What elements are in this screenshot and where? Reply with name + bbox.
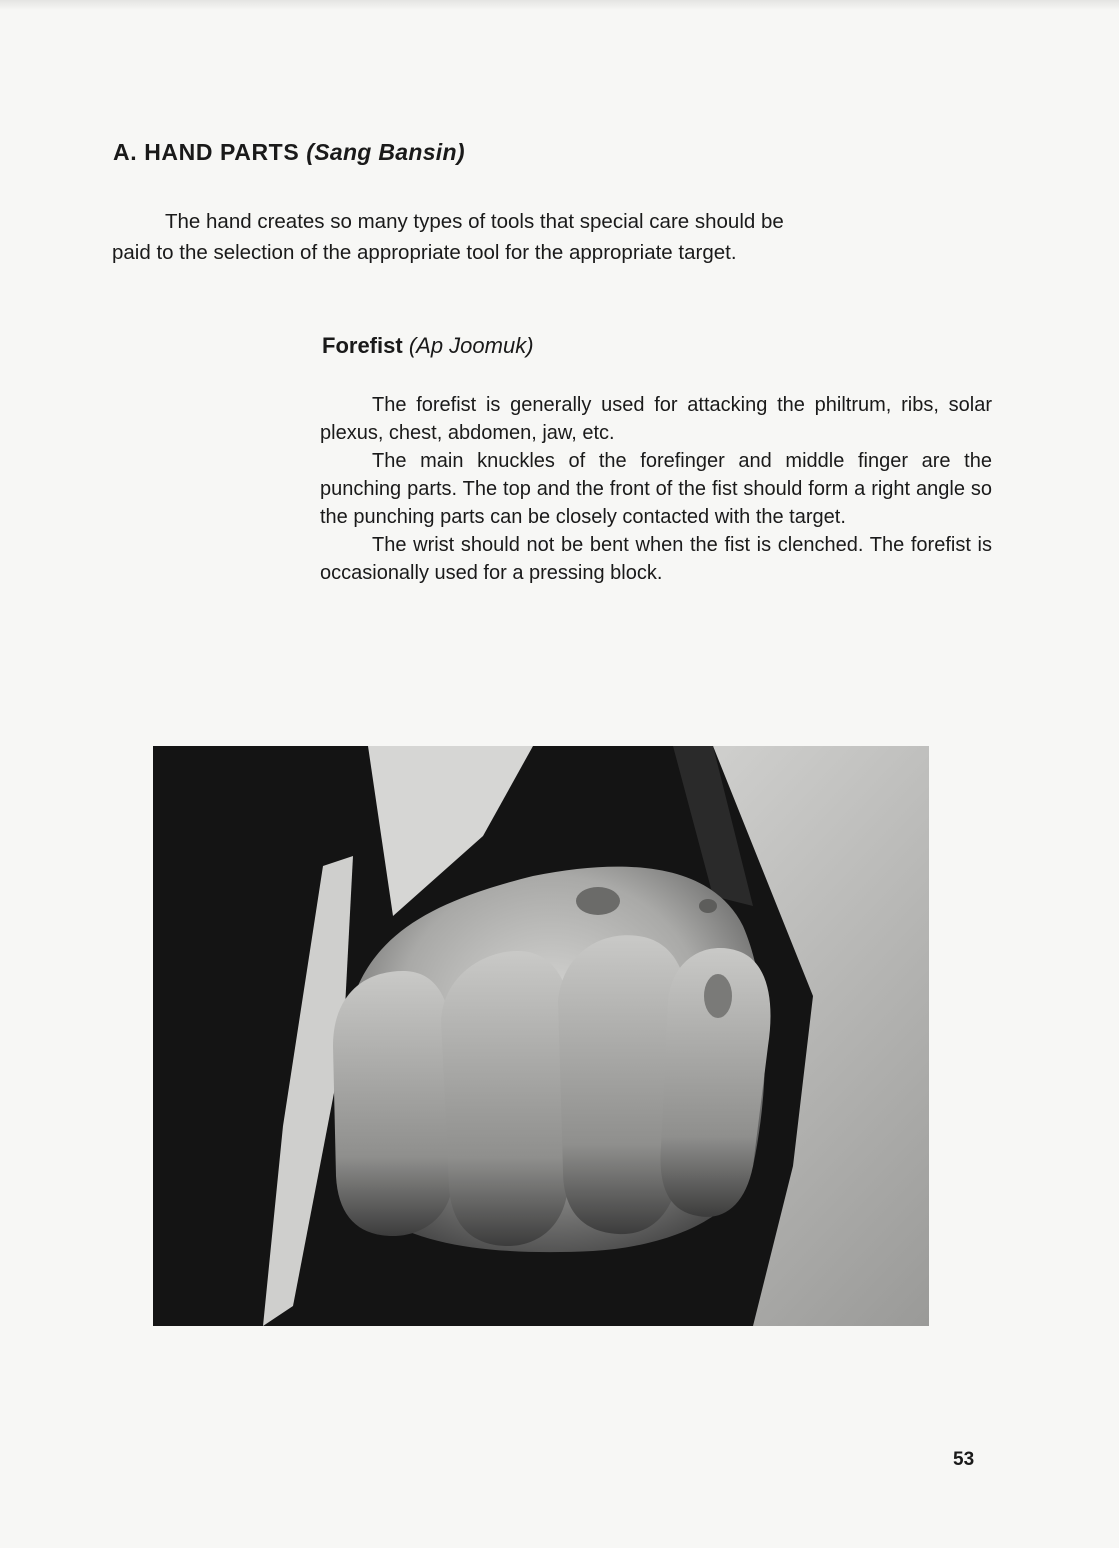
forefist-paragraph-wrist: The wrist should not be bent when the fist is clenched. The forefist is occasionally used for a pressing block. xyxy=(320,534,992,584)
forefist-title: Forefist xyxy=(322,333,403,358)
forefist-paragraph-knuckles: The main knuckles of the forefinger and middle finger are the punching parts. The top and the front of the fist should form a right angle so the punching parts can be closely contacted with the target. xyxy=(320,450,992,528)
forefist-heading xyxy=(322,333,534,359)
knuckle-mark xyxy=(699,899,717,913)
ring-finger xyxy=(441,951,573,1246)
index-knuckle-callus xyxy=(704,974,732,1018)
little-finger xyxy=(333,971,453,1236)
middle-knuckle-callus xyxy=(576,887,620,915)
forefist-paragraph-targets: The forefist is generally used for attacking the philtrum, ribs, solar plexus, chest, abdomen, jaw, etc. xyxy=(320,394,992,444)
fist-illustration xyxy=(153,746,929,1326)
page-top-edge xyxy=(0,0,1119,10)
forefist-subtitle: (Ap Joomuk) xyxy=(408,333,534,358)
forefist-photo xyxy=(153,746,929,1326)
forefist-description xyxy=(320,391,992,587)
intro-paragraph: The hand creates so many types of tools that special care should be paid to the selection of the appropriate tool for the appropriate target. xyxy=(112,210,784,264)
section-title: A. HAND PARTS xyxy=(113,139,300,165)
page-number: 53 xyxy=(953,1449,975,1470)
section-subtitle: (Sang Bansin) xyxy=(306,139,465,165)
section-heading xyxy=(113,139,465,166)
